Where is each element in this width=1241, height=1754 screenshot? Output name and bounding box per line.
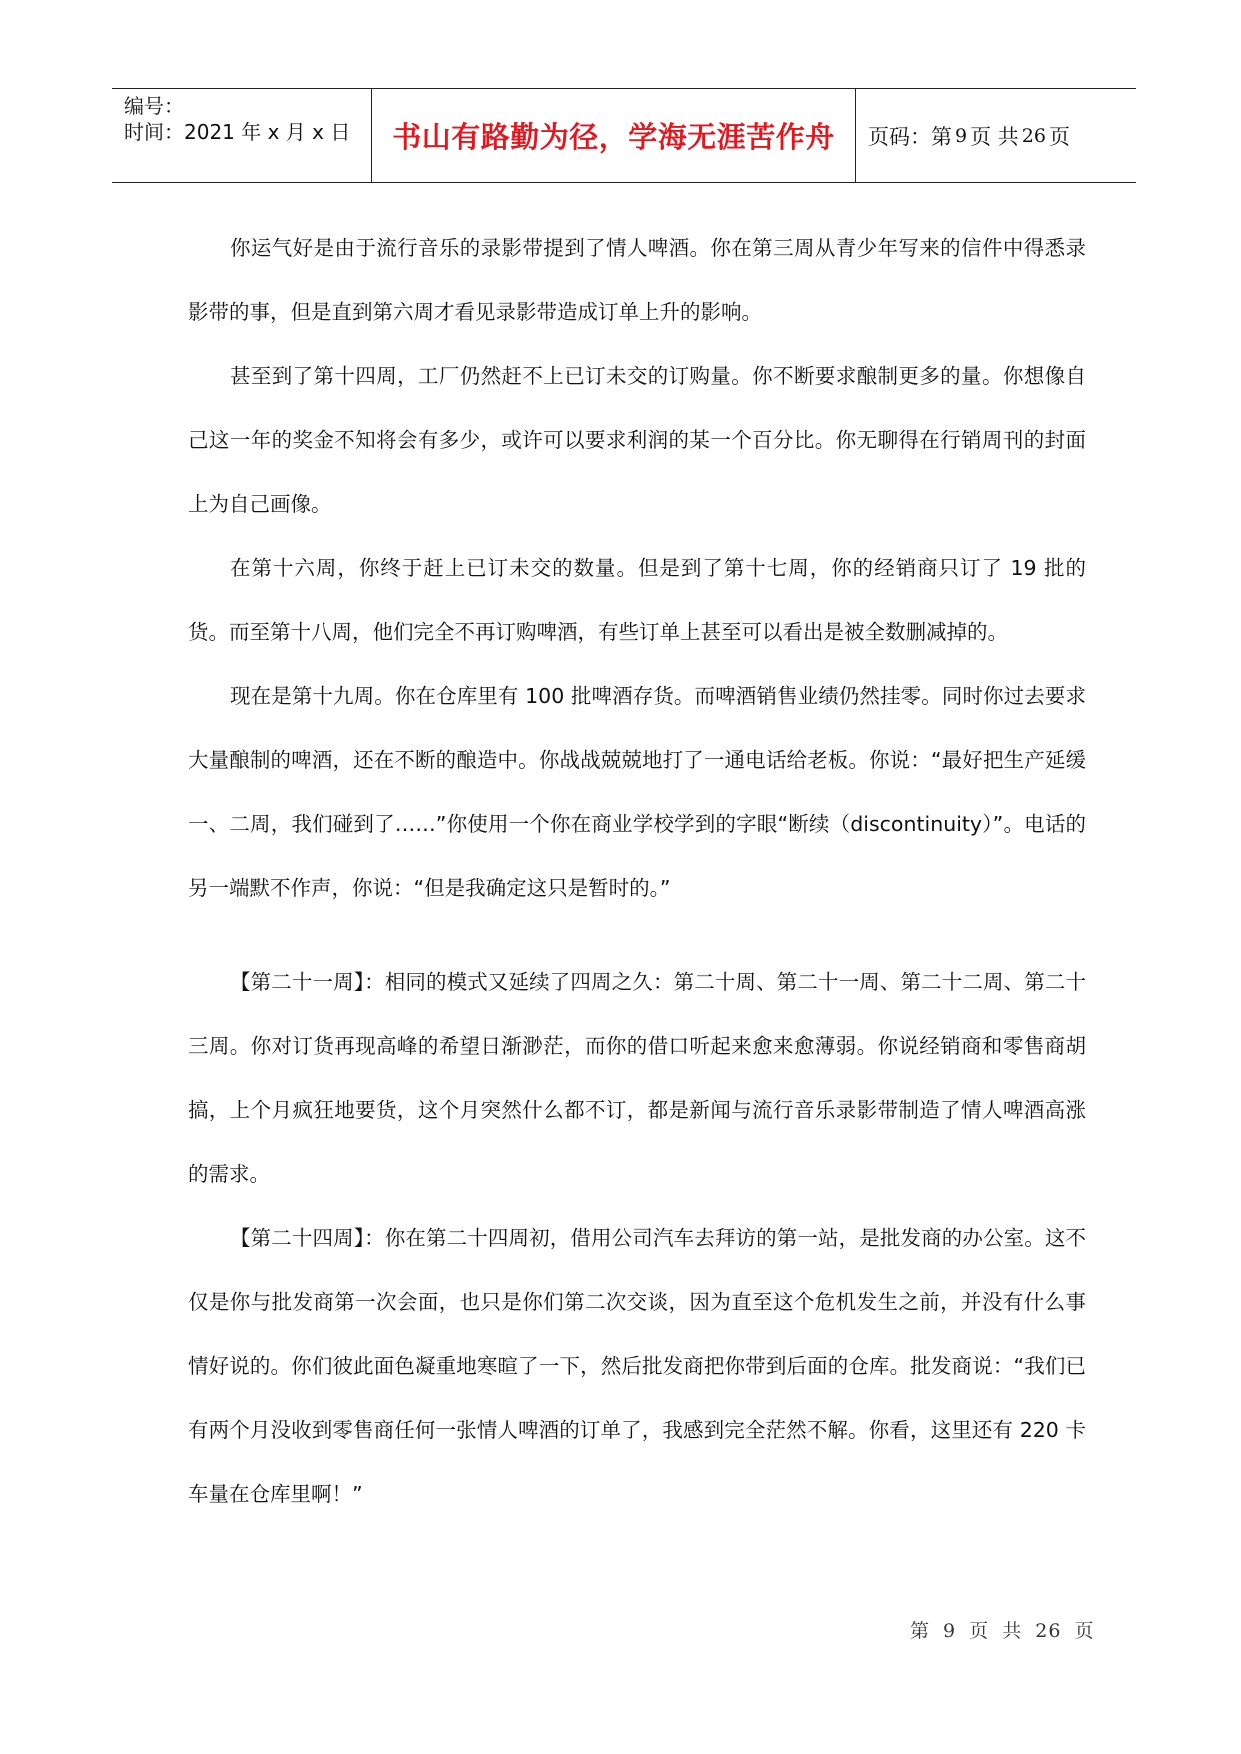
- header-motto-cell: [372, 89, 856, 182]
- paragraph: 【第二十四周】：你在第二十四周初，借用公司汽车去拜访的第一站，是批发商的办公室。这不仅是你与批发商第一次会面，也只是你们第二次交谈，因为直至这个危机发生之前，并没有什么事情好说的。你们彼此面色凝重地寒暄了一下，然后批发商把你带到后面的仓库。批发商说：“我们已有两个月没收到零售商任何一张情人啤酒的订单了，我感到完全茫然不解。你看，这里还有 220 卡车量在仓库里啊！”: [188, 1226, 1086, 1506]
- paragraph: 你运气好是由于流行音乐的录影带提到了情人啤酒。你在第三周从青少年写来的信件中得悉录影带的事，但是直到第六周才看见录影带造成订单上升的影响。: [188, 236, 1086, 324]
- page-footer: 第 9 页 共 26 页: [910, 1620, 1095, 1642]
- page-mid: 页 共: [970, 124, 1019, 149]
- page-prefix: 页码：第: [868, 124, 952, 149]
- page-suffix: 页: [1048, 124, 1070, 149]
- document-time-label: 时间：2021 年 x 月 x 日: [124, 120, 351, 144]
- header-meta: [112, 89, 372, 182]
- paragraph: 在第十六周，你终于赶上已订未交的数量。但是到了第十七周，你的经销商只订了 19 批的货。而至第十八周，他们完全不再订购啤酒，有些订单上甚至可以看出是被全数删减掉的。: [188, 556, 1086, 644]
- paragraph: 现在是第十九周。你在仓库里有 100 批啤酒存货。而啤酒销售业绩仍然挂零。同时你过去要求大量酿制的啤酒，还在不断的酿造中。你战战兢兢地打了一通电话给老板。你说：“最好把生产延缓一、二周，我们碰到了……”你使用一个你在商业学校学到的字眼“断续（discontinuity）”。电话的另一端默不作声，你说：“但是我确定这只是暂时的。”: [188, 684, 1086, 900]
- page-total-number: 26: [1021, 124, 1046, 147]
- header-motto: 书山有路勤为径，学海无涯苦作舟: [392, 120, 835, 154]
- page-header: [112, 88, 1136, 183]
- paragraph: 甚至到了第十四周，工厂仍然赶不上已订未交的订购量。你不断要求酿制更多的量。你想像自己这一年的奖金不知将会有多少，或许可以要求利润的某一个百分比。你无聊得在行销周刊的封面上为自己画像。: [188, 364, 1086, 516]
- paragraph-spacer: [188, 920, 1086, 950]
- document-number-label: 编号：: [124, 94, 184, 118]
- header-page-indicator: [856, 89, 1136, 182]
- paragraph: 【第二十一周】：相同的模式又延续了四周之久：第二十周、第二十一周、第二十二周、第二十三周。你对订货再现高峰的希望日渐渺茫，而你的借口听起来愈来愈薄弱。你说经销商和零售商胡搞，上个月疯狂地要货，这个月突然什么都不订，都是新闻与流行音乐录影带制造了情人啤酒高涨的需求。: [188, 970, 1086, 1186]
- body-text: [188, 216, 1086, 1526]
- page-current-number: 9: [955, 124, 968, 147]
